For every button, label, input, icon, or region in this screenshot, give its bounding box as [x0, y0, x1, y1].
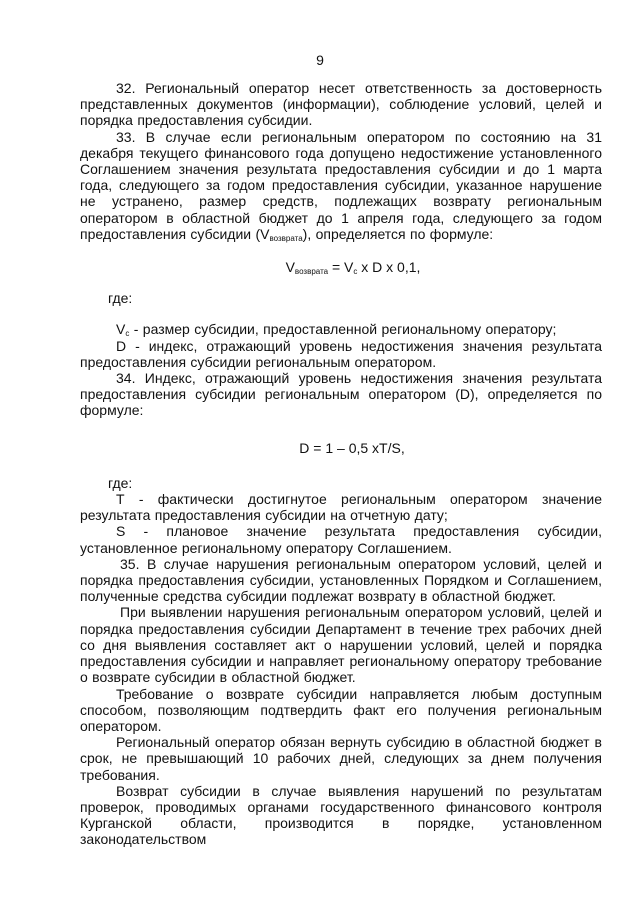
- paragraph-35-violation-text: При выявлении нарушения региональным оператором условий, целей и порядка предоставления субсидии Департамент в течение трех рабочих дней со дня выявления составляет акт о нарушении условий, целей и порядка предоставления субсидии и направляет региональному оператору требование о возврате субсидии в областной бюджет.: [80, 604, 602, 686]
- formula-refund-v: V: [285, 259, 295, 276]
- paragraph-32: [80, 80, 602, 129]
- where-label-2: где:: [108, 474, 133, 491]
- paragraph-35-refund-procedure-text: Возврат субсидии в случае выявления нарушений по результатам проверок, проводимых органами государственного финансового контроля Курганской области, производится в порядке, установленном законодательством: [80, 782, 602, 848]
- paragraph-35-refund-procedure: [80, 783, 602, 848]
- paragraph-33-subscript: возврата: [269, 233, 303, 243]
- paragraph-35-obligation: [80, 734, 602, 783]
- definition-vc-v: V: [116, 321, 126, 338]
- where-label-1: где:: [108, 290, 133, 307]
- page-number: 9: [316, 52, 324, 68]
- formula-refund-sub1: возврата: [294, 267, 329, 277]
- paragraph-34-text: 34. Индекс, отражающий уровень недостижения значения результата предоставления субсидии региональным оператором (D), определяется по формуле:: [80, 370, 602, 419]
- definition-vc-sub: c: [125, 329, 130, 339]
- definition-d: [80, 338, 602, 370]
- paragraph-35-obligation-text: Региональный оператор обязан вернуть субсидию в областной бюджет в срок, не превышающий 10 рабочих дней, следующих за днем получения требования.: [80, 734, 602, 783]
- formula-refund: [104, 259, 602, 275]
- definition-t-text: Т - фактически достигнутое региональным оператором значение результата предоставления субсидии на отчетную дату;: [80, 491, 602, 524]
- definition-vc-text: - размер субсидии, предоставленной региональному оператору;: [129, 321, 557, 338]
- paragraph-35: [80, 556, 602, 605]
- paragraph-32-text: 32. Региональный оператор несет ответственность за достоверность представленных документов (информации), соблюдение условий, целей и порядка предоставления субсидии.: [80, 80, 602, 129]
- definition-s-text: S - плановое значение результата предоставления субсидии, установленное региональному оператору Соглашением.: [80, 523, 602, 556]
- definition-s: [80, 523, 602, 555]
- formula-refund-mid: = V: [328, 259, 354, 276]
- formula-refund-end: x D x 0,1,: [357, 259, 421, 276]
- definition-vc: [80, 321, 602, 337]
- formula-index: D = 1 – 0,5 xT/S,: [299, 439, 405, 456]
- document-body: [80, 80, 602, 848]
- formula-refund-sub2: c: [353, 267, 358, 277]
- paragraph-33-text: 33. В случае если региональным оператором по состоянию на 31 декабря текущего финансового года допущено недостижение установленного Соглашением значения результата предоставления субсидии и до 1 марта года, следующего за годом предоставления субсидии, указанное нарушение не устранено, размер средств, подлежащих возврату региональным оператором в областной бюджет до 1 апреля года, следующего за годом предоставления субсидии (V: [80, 128, 602, 242]
- paragraph-33: [80, 129, 602, 242]
- paragraph-35-violation: [80, 604, 602, 685]
- paragraph-35-text: 35. В случае нарушения региональным оператором условий, целей и порядка предоставления субсидии, установленных Порядком и Соглашением, полученные средства субсидии подлежат возврату в областной бюджет.: [80, 555, 602, 605]
- paragraph-35-requirement: [80, 686, 602, 735]
- paragraph-33-end: ), определяется по формуле:: [302, 225, 494, 242]
- definition-t: [80, 491, 602, 523]
- definition-d-text: D - индекс, отражающий уровень недостижения значения результата предоставления субсидии региональным оператором.: [80, 337, 602, 370]
- paragraph-34: [80, 370, 602, 419]
- paragraph-35-requirement-text: Требование о возврате субсидии направляется любым доступным способом, позволяющим подтвердить факт его получения региональным оператором.: [80, 685, 602, 734]
